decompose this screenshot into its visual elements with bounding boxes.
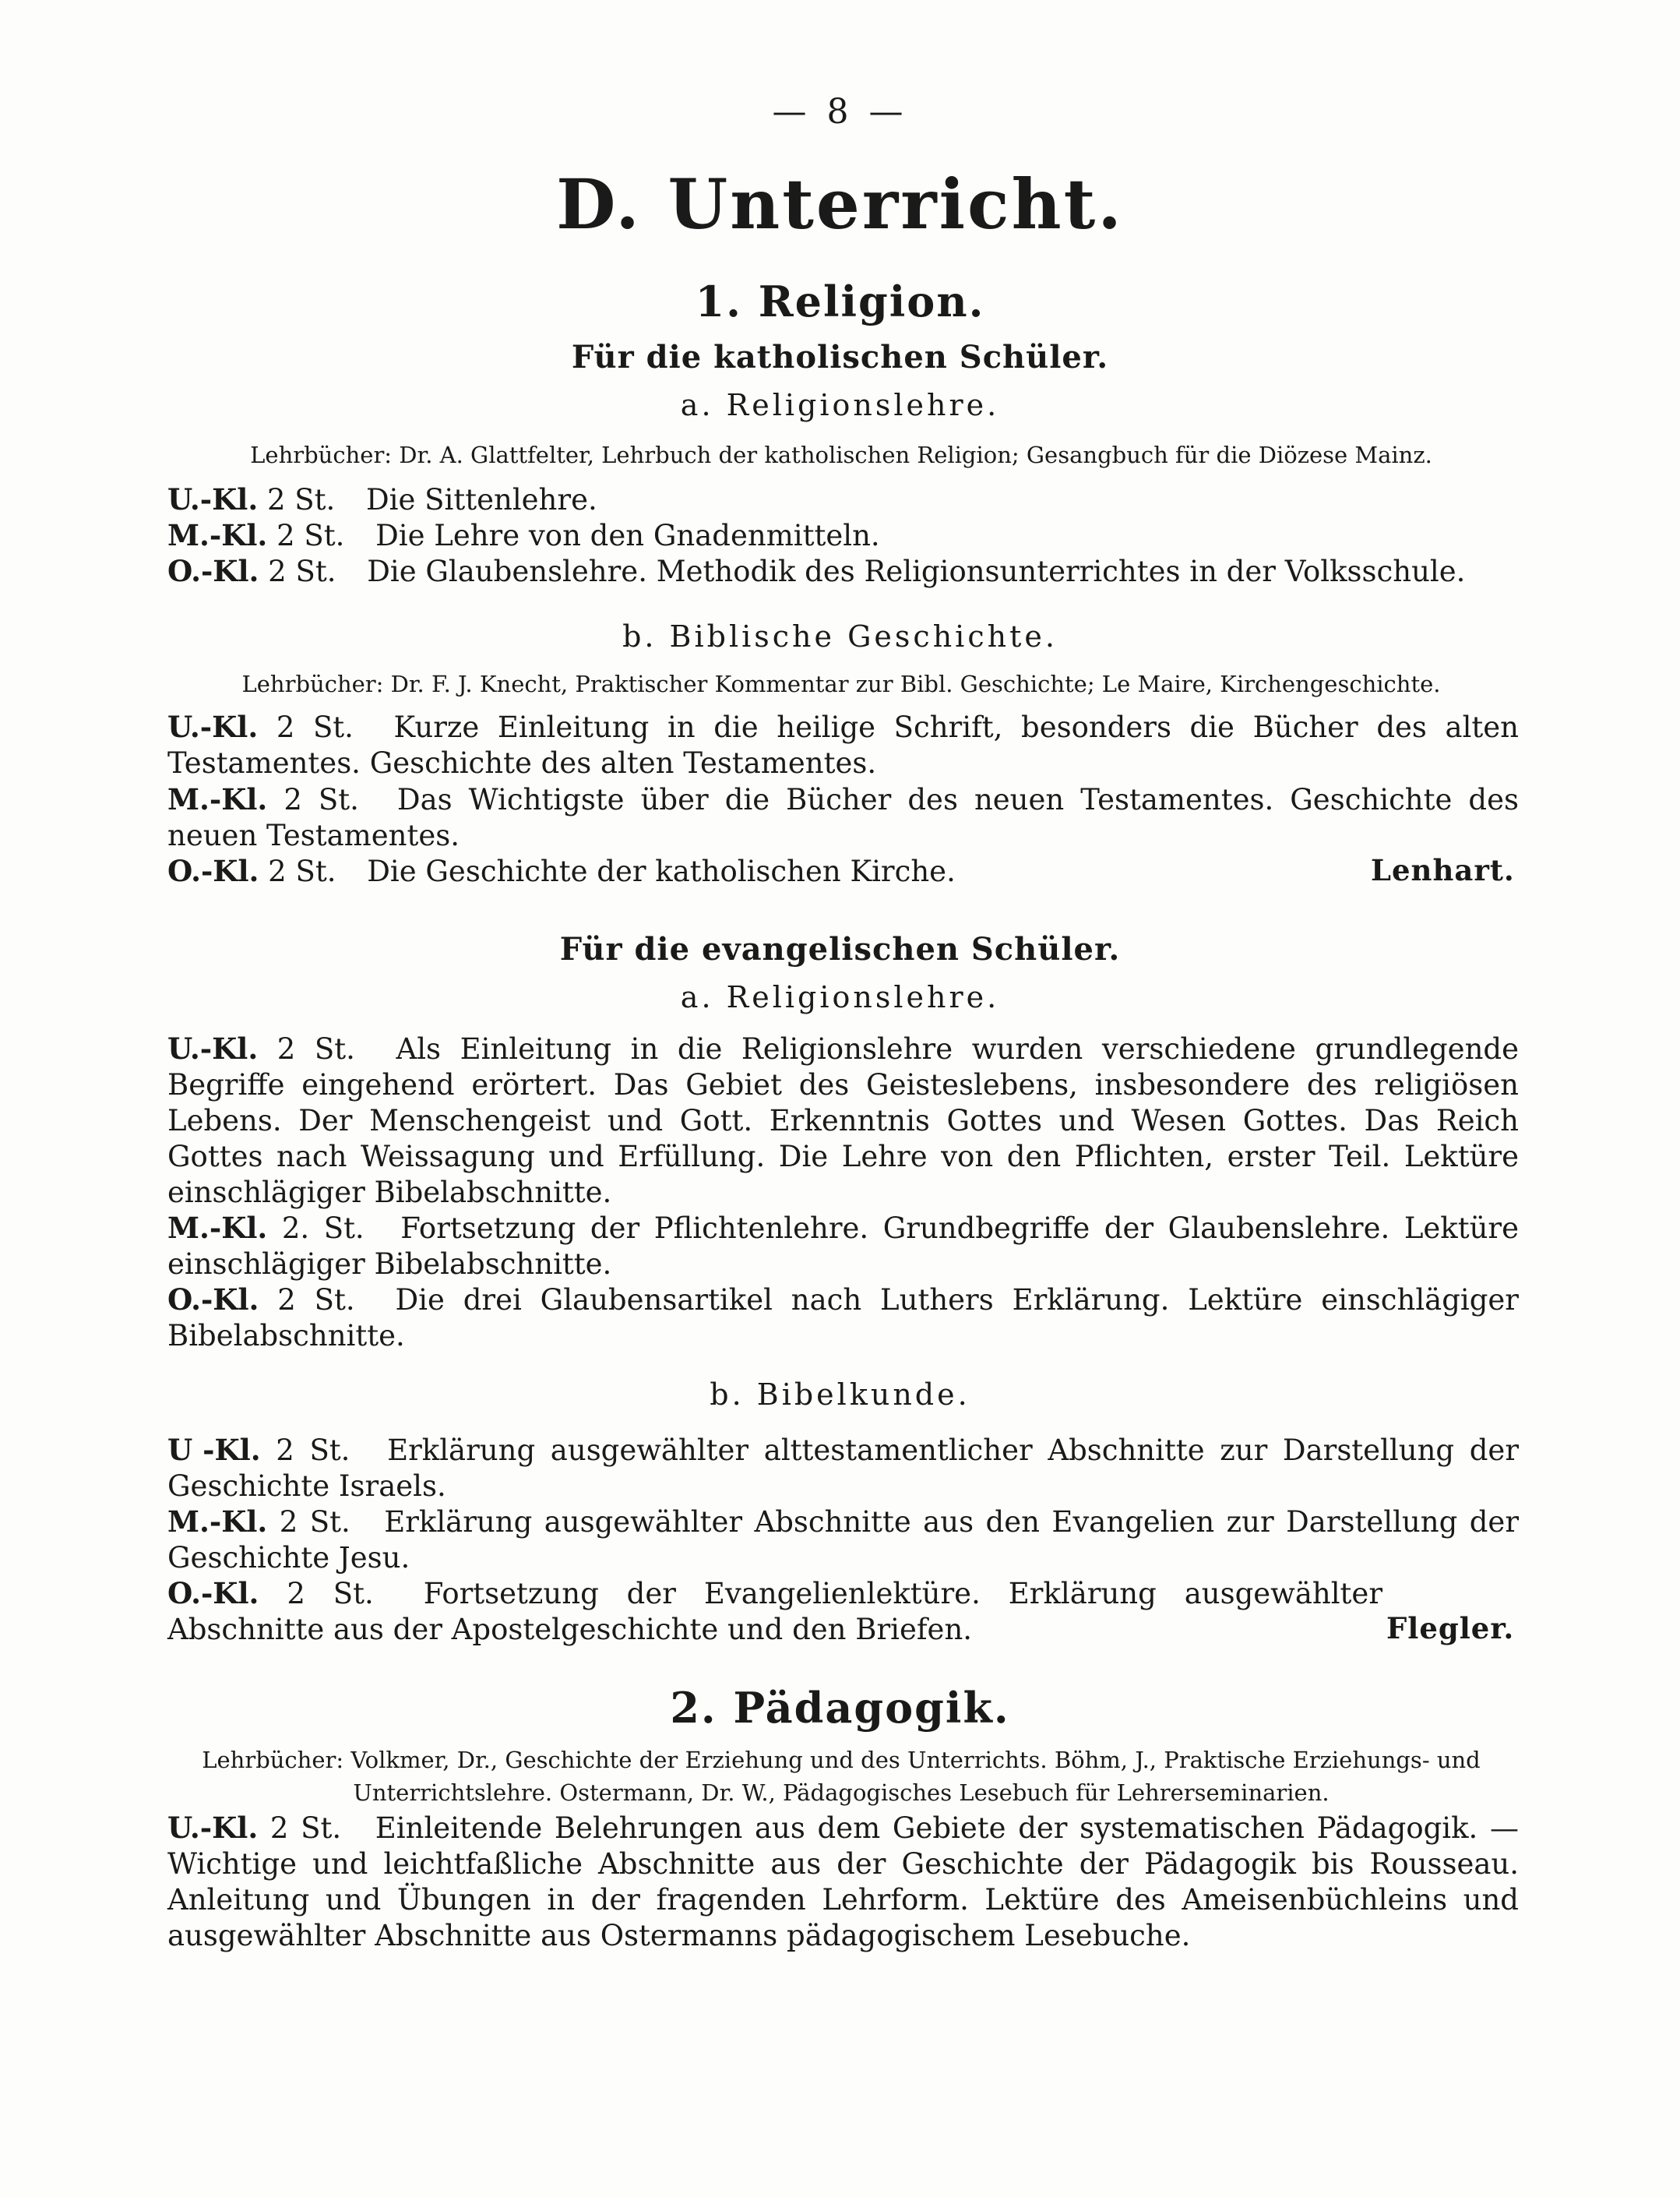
- hours: 2. St.: [281, 1211, 365, 1245]
- subsection-heading-catholic: Für die katholischen Schüler.: [571, 339, 1109, 376]
- class-entry: [167, 1810, 1519, 1954]
- class-entry: [167, 1575, 1382, 1648]
- hours: 2 St.: [269, 1811, 342, 1845]
- page-title: D. Unterricht.: [556, 164, 1124, 245]
- heading-religionslehre-catholic: a. Religionslehre.: [680, 388, 1000, 422]
- class-label: M.-Kl.: [167, 782, 268, 816]
- class-label: U.-Kl.: [167, 1811, 259, 1845]
- hours: 2 St.: [284, 783, 359, 816]
- heading-religionslehre-evangelical: a. Religionslehre.: [680, 980, 1000, 1014]
- class-entry: [167, 709, 1519, 781]
- hours: 2 St.: [287, 1577, 374, 1610]
- class-label: U.-Kl.: [167, 482, 259, 517]
- hours: 2 St.: [276, 1434, 350, 1467]
- teacher-signature: Flegler.: [1386, 1611, 1515, 1645]
- class-entry: [167, 553, 1519, 590]
- hours: 2 St.: [277, 1283, 355, 1317]
- class-label: O.-Kl.: [167, 854, 259, 888]
- hours: 2 St.: [268, 855, 336, 888]
- class-entry: [167, 1504, 1519, 1576]
- heading-bibelkunde: b. Bibelkunde.: [710, 1377, 970, 1412]
- class-content: Fortsetzung der Pflichtenlehre. Grundbegriffe der Glaubenslehre. Lektüre einschlägiger Bibelabschnitte.: [167, 1211, 1519, 1281]
- section-heading-paedagogik: 2. Pädagogik.: [670, 1683, 1010, 1733]
- hours: 2 St.: [268, 555, 336, 588]
- class-label: U.-Kl.: [167, 1031, 259, 1066]
- class-content: Fortsetzung der Evangelienlektüre. Erklärung ausgewählter Abschnitte aus der Apostelgeschichte und den Briefen.: [167, 1577, 1383, 1646]
- class-content: Die Glaubenslehre. Methodik des Religionsunterrichtes in der Volksschule.: [367, 555, 1466, 588]
- class-entry: [167, 1432, 1519, 1504]
- class-content: Die Lehre von den Gnadenmitteln.: [375, 519, 880, 552]
- class-entry: [167, 1282, 1519, 1354]
- class-label: O.-Kl.: [167, 1576, 259, 1610]
- class-label: U.-Kl.: [167, 710, 259, 744]
- hours: 2 St.: [266, 483, 336, 517]
- hours: 2 St.: [276, 519, 345, 552]
- class-content: Erklärung ausgewählter Abschnitte aus den Evangelien zur Darstellung der Geschichte Jesu.: [167, 1505, 1520, 1575]
- textbooks-paedagogik: Lehrbücher: Volkmer, Dr., Geschichte der Erziehung und des Unterrichts. Böhm, J., Praktische Erziehungs- und Unterrichtslehre. Ostermann, Dr. W., Pädagogisches Lesebuch für Lehrerseminarien.: [202, 1747, 1481, 1806]
- class-entry: [167, 481, 1519, 518]
- class-content: Die Sittenlehre.: [366, 483, 597, 517]
- class-content: Erklärung ausgewählter alttestamentlicher Abschnitte zur Darstellung der Geschichte Israels.: [167, 1434, 1520, 1503]
- class-content: Als Einleitung in die Religionslehre wurden verschiedene grundlegende Begriffe eingehend erörtert. Das Gebiet des Geisteslebens, insbesondere des religiösen Lebens. Der Menschengeist und Gott. Erkenntnis Gottes und Wesen Gottes. Das Reich Gottes nach Weissagung und Erfüllung. Die Lehre von den Pflichten, erster Teil. Lektüre einschlägiger Bibelabschnitte.: [167, 1032, 1519, 1209]
- class-content: Das Wichtigste über die Bücher des neuen Testamentes. Geschichte des neuen Testamentes.: [167, 783, 1519, 852]
- class-content: Einleitende Belehrungen aus dem Gebiete der systematischen Pädagogik. — Wichtige und leichtfaßliche Abschnitte aus der Geschichte der Pädagogik bis Rousseau. Anleitung und Übungen in der fragenden Lehrform. Lektüre des Ameisenbüchleins und ausgewählter Abschnitte aus Ostermanns pädagogischem Lesebuche.: [167, 1811, 1519, 1952]
- class-entry: [167, 781, 1519, 854]
- textbooks-religionslehre-catholic: Lehrbücher: Dr. A. Glattfelter, Lehrbuch der katholischen Religion; Gesangbuch für die Diözese Mainz.: [250, 442, 1432, 468]
- class-label: M.-Kl.: [167, 1504, 268, 1539]
- section-heading-religion: 1. Religion.: [695, 277, 985, 326]
- class-entry: [167, 517, 1519, 554]
- class-label: U -Kl.: [167, 1433, 261, 1467]
- class-label: M.-Kl.: [167, 1211, 268, 1245]
- page-number: — 8 —: [772, 92, 908, 132]
- class-label: O.-Kl.: [167, 1282, 259, 1317]
- class-label: M.-Kl.: [167, 518, 268, 552]
- hours: 2 St.: [276, 711, 354, 744]
- subsection-heading-evangelical: Für die evangelischen Schüler.: [559, 931, 1121, 968]
- heading-biblische-geschichte: b. Biblische Geschichte.: [622, 619, 1058, 654]
- class-content: Die Geschichte der katholischen Kirche.: [367, 855, 956, 888]
- hours: 2 St.: [279, 1505, 350, 1539]
- class-content: Kurze Einleitung in die heilige Schrift, besonders die Bücher des alten Testamentes. Geschichte des alten Testamentes.: [167, 711, 1519, 780]
- hours: 2 St.: [276, 1032, 355, 1066]
- teacher-signature: Lenhart.: [1371, 853, 1515, 887]
- class-entry: [167, 1031, 1519, 1211]
- class-entry: [167, 1210, 1519, 1282]
- textbooks-biblische-geschichte: Lehrbücher: Dr. F. J. Knecht, Praktischer Kommentar zur Bibl. Geschichte; Le Maire, Kirchengeschichte.: [241, 671, 1441, 697]
- class-content: Die drei Glaubensartikel nach Luthers Erklärung. Lektüre einschlägiger Bibelabschnitte.: [167, 1283, 1519, 1352]
- class-label: O.-Kl.: [167, 554, 259, 588]
- class-entry: [167, 853, 1519, 890]
